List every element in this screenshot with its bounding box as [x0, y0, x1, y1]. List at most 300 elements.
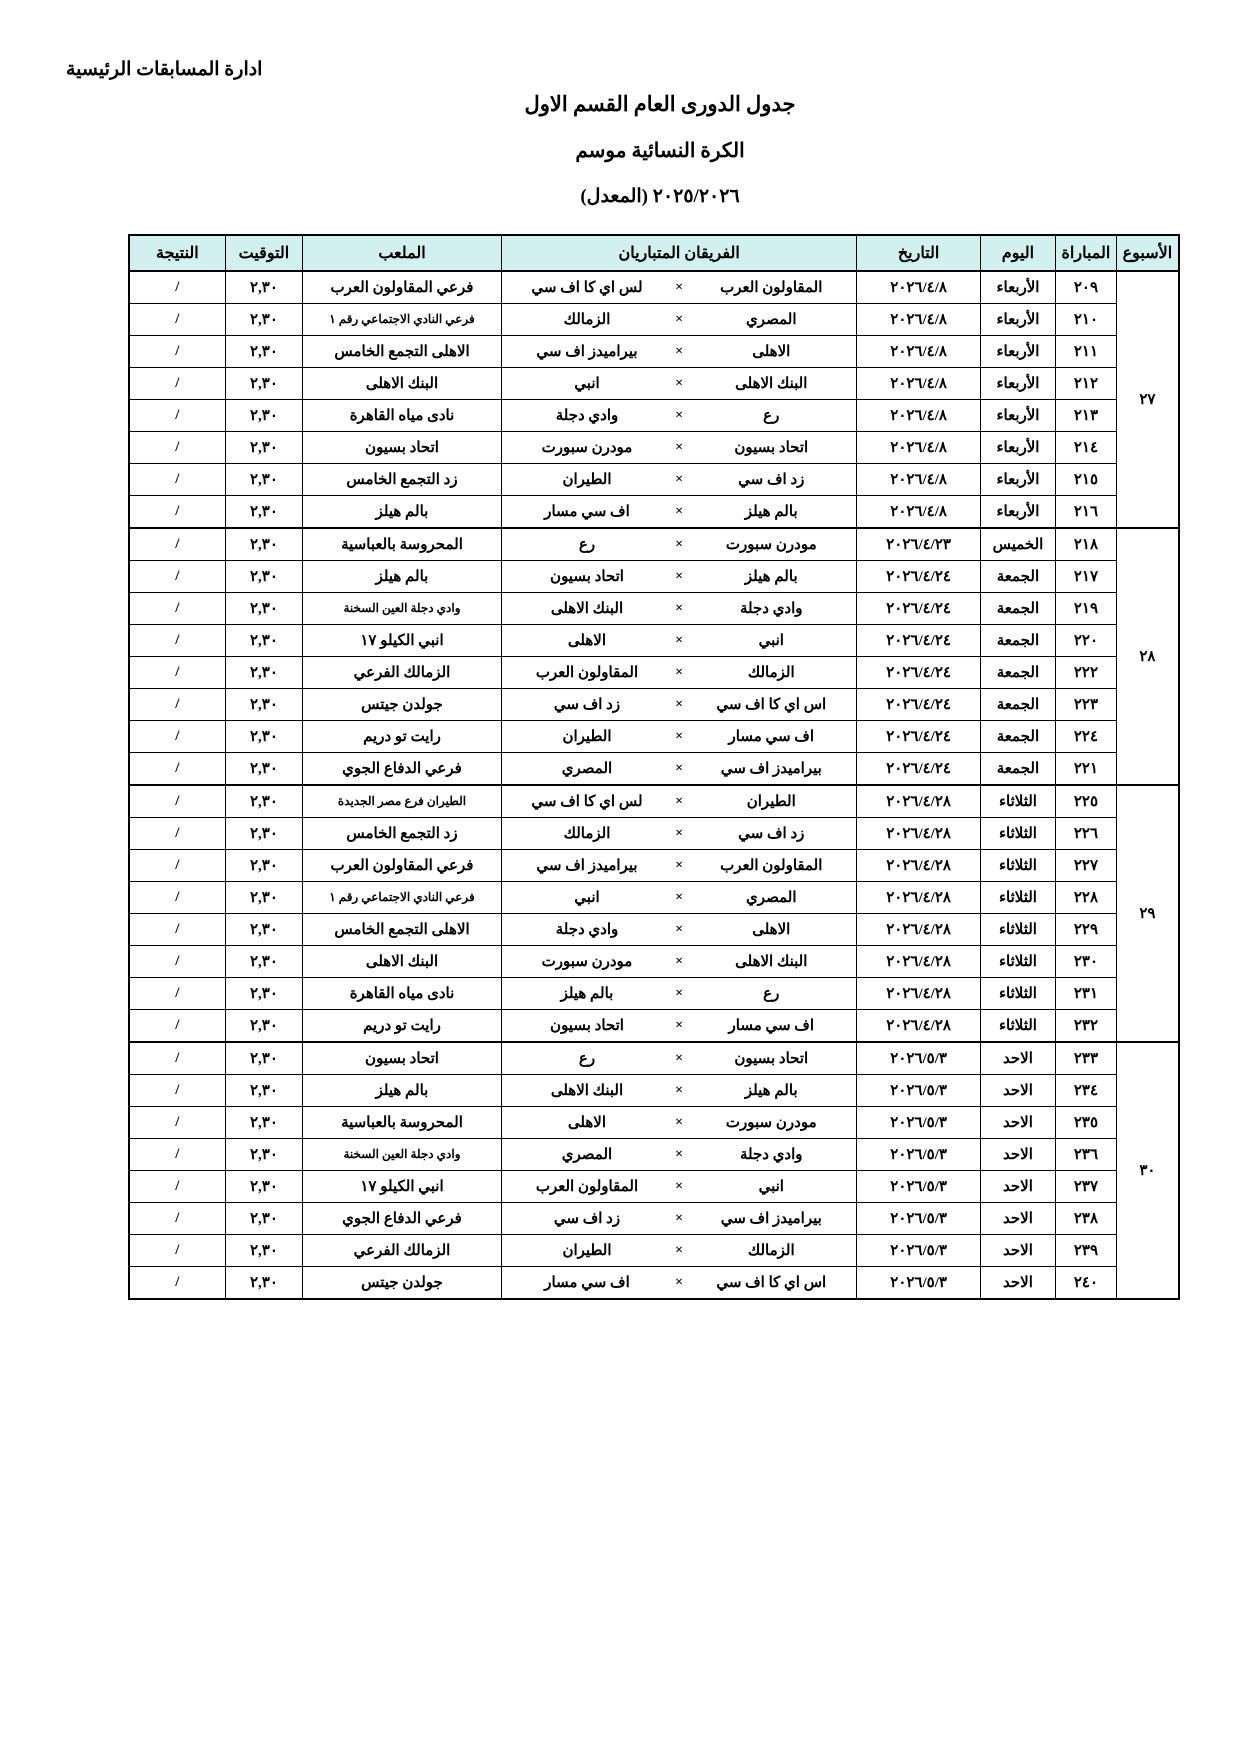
match-day-cell: الثلاثاء	[980, 850, 1055, 882]
away-team-label: بيراميدز اف سي	[536, 344, 638, 361]
stadium-cell: اتحاد بسيون	[303, 1042, 502, 1075]
home-team-label: المصري	[746, 890, 797, 907]
match-time-cell: ٢,٣٠	[225, 753, 302, 786]
column-header-result: النتيجة	[129, 235, 225, 271]
away-team-label: المصري	[561, 1147, 613, 1164]
stadium-cell: البنك الاهلى	[303, 946, 502, 978]
versus-icon: ×	[675, 793, 684, 809]
home-team-label: المقاولون العرب	[720, 280, 823, 297]
match-time-cell: ٢,٣٠	[225, 625, 302, 657]
teams-cell	[501, 625, 857, 657]
match-number-cell: ٢٣٤	[1056, 1075, 1117, 1107]
match-date-cell: ٢٠٢٦/٤/٢٤	[857, 625, 980, 657]
match-result-cell: /	[129, 1235, 225, 1267]
match-date-cell: ٢٠٢٦/٤/٢٨	[857, 1010, 980, 1043]
match-number-cell: ٢٣٨	[1056, 1203, 1117, 1235]
away-team-label: لس اي كا اف سي	[531, 794, 643, 811]
page-season-line: ٢٠٢٥/٢٠٢٦ (المعدل)	[580, 186, 740, 208]
versus-icon: ×	[675, 471, 684, 487]
match-number-cell: ٢١٢	[1056, 368, 1117, 400]
stadium-cell: فرعي النادي الاجتماعي رقم ١	[303, 882, 502, 914]
document-title-block	[60, 93, 1180, 208]
match-time-cell: ٢,٣٠	[225, 1075, 302, 1107]
match-result-cell: /	[129, 978, 225, 1010]
match-date-cell: ٢٠٢٦/٤/٢٨	[857, 882, 980, 914]
match-day-cell: الاحد	[980, 1235, 1055, 1267]
match-date-cell: ٢٠٢٦/٤/٢٨	[857, 914, 980, 946]
table-row	[129, 1042, 1179, 1075]
match-day-cell: الأربعاء	[980, 368, 1055, 400]
table-row	[129, 753, 1179, 786]
match-number-cell: ٢١١	[1056, 336, 1117, 368]
teams-cell	[501, 304, 857, 336]
home-team-label: بالم هيلز	[744, 1083, 798, 1100]
table-row	[129, 785, 1179, 818]
teams-cell	[501, 528, 857, 561]
match-number-cell: ٢٣٠	[1056, 946, 1117, 978]
match-result-cell: /	[129, 785, 225, 818]
away-team-label: بيراميدز اف سي	[536, 858, 638, 875]
away-team-label: المقاولون العرب	[535, 1179, 639, 1196]
table-row	[129, 1267, 1179, 1300]
table-row	[129, 561, 1179, 593]
match-date-cell: ٢٠٢٦/٤/٢٤	[857, 593, 980, 625]
teams-cell	[501, 978, 857, 1010]
teams-cell	[501, 1010, 857, 1043]
match-date-cell: ٢٠٢٦/٤/٢٤	[857, 657, 980, 689]
match-time-cell: ٢,٣٠	[225, 1203, 302, 1235]
teams-cell	[501, 368, 857, 400]
match-result-cell: /	[129, 271, 225, 304]
match-number-cell: ٢٢١	[1056, 753, 1117, 786]
week-number-cell: ٢٨	[1116, 528, 1179, 785]
stadium-cell: الزمالك الفرعي	[303, 1235, 502, 1267]
home-team-label: البنك الاهلى	[735, 376, 808, 393]
match-date-cell: ٢٠٢٦/٥/٣	[857, 1203, 980, 1235]
match-day-cell: الاحد	[980, 1042, 1055, 1075]
away-team-label: الاهلى	[567, 633, 607, 650]
match-number-cell: ٢٢٧	[1056, 850, 1117, 882]
match-day-cell: الأربعاء	[980, 271, 1055, 304]
match-day-cell: الثلاثاء	[980, 785, 1055, 818]
match-time-cell: ٢,٣٠	[225, 368, 302, 400]
stadium-cell: نادى مياه القاهرة	[303, 978, 502, 1010]
column-header-stadium: الملعب	[303, 235, 502, 271]
home-team-label: البنك الاهلى	[735, 954, 808, 971]
away-team-label: وادي دجلة	[555, 408, 619, 425]
versus-icon: ×	[675, 311, 684, 327]
stadium-cell: نادى مياه القاهرة	[303, 400, 502, 432]
teams-cell	[501, 1139, 857, 1171]
versus-icon: ×	[675, 889, 684, 905]
versus-icon: ×	[675, 825, 684, 841]
versus-icon: ×	[675, 1210, 684, 1226]
match-day-cell: الاحد	[980, 1171, 1055, 1203]
stadium-cell: الزمالك الفرعي	[303, 657, 502, 689]
column-header-match: المباراة	[1056, 235, 1117, 271]
match-day-cell: الجمعة	[980, 593, 1055, 625]
match-number-cell: ٢١٣	[1056, 400, 1117, 432]
teams-cell	[501, 914, 857, 946]
home-team-label: رع	[763, 986, 780, 1003]
table-row	[129, 593, 1179, 625]
versus-icon: ×	[675, 728, 684, 744]
match-number-cell: ٢٢٠	[1056, 625, 1117, 657]
home-team-label: وادي دجلة	[739, 1147, 803, 1164]
versus-icon: ×	[675, 1017, 684, 1033]
teams-cell	[501, 593, 857, 625]
match-result-cell: /	[129, 593, 225, 625]
match-result-cell: /	[129, 1203, 225, 1235]
match-number-cell: ٢٢٢	[1056, 657, 1117, 689]
stadium-cell: بالم هيلز	[303, 1075, 502, 1107]
away-team-label: لس اي كا اف سي	[531, 280, 643, 297]
match-result-cell: /	[129, 1107, 225, 1139]
match-day-cell: الثلاثاء	[980, 818, 1055, 850]
match-time-cell: ٢,٣٠	[225, 593, 302, 625]
match-time-cell: ٢,٣٠	[225, 464, 302, 496]
match-date-cell: ٢٠٢٦/٥/٣	[857, 1107, 980, 1139]
match-date-cell: ٢٠٢٦/٤/٢٨	[857, 978, 980, 1010]
match-number-cell: ٢٤٠	[1056, 1267, 1117, 1300]
match-result-cell: /	[129, 625, 225, 657]
match-result-cell: /	[129, 818, 225, 850]
match-result-cell: /	[129, 464, 225, 496]
teams-cell	[501, 657, 857, 689]
match-time-cell: ٢,٣٠	[225, 689, 302, 721]
away-team-label: انبي	[574, 376, 600, 393]
stadium-cell: المحروسة بالعباسية	[303, 1107, 502, 1139]
away-team-label: الزمالك	[563, 312, 611, 329]
stadium-cell: رايت تو دريم	[303, 721, 502, 753]
table-row	[129, 946, 1179, 978]
match-day-cell: الاحد	[980, 1107, 1055, 1139]
away-team-label: زد اف سي	[553, 697, 621, 714]
match-result-cell: /	[129, 496, 225, 529]
match-date-cell: ٢٠٢٦/٥/٣	[857, 1171, 980, 1203]
away-team-label: الطيران	[562, 472, 612, 489]
week-number-cell: ٢٧	[1116, 271, 1179, 528]
teams-cell	[501, 850, 857, 882]
match-number-cell: ٢١٥	[1056, 464, 1117, 496]
match-date-cell: ٢٠٢٦/٤/٢٨	[857, 785, 980, 818]
match-number-cell: ٢١٦	[1056, 496, 1117, 529]
match-day-cell: الأربعاء	[980, 432, 1055, 464]
table-header-row	[129, 235, 1179, 271]
table-row	[129, 721, 1179, 753]
home-team-label: اتحاد بسيون	[734, 440, 809, 457]
match-number-cell: ٢٢٤	[1056, 721, 1117, 753]
versus-icon: ×	[675, 664, 684, 680]
teams-cell	[501, 432, 857, 464]
match-time-cell: ٢,٣٠	[225, 496, 302, 529]
teams-cell	[501, 882, 857, 914]
versus-icon: ×	[675, 503, 684, 519]
teams-cell	[501, 1042, 857, 1075]
home-team-label: مودرن سبورت	[725, 1115, 817, 1132]
match-time-cell: ٢,٣٠	[225, 1171, 302, 1203]
match-day-cell: الجمعة	[980, 721, 1055, 753]
home-team-label: اس اي كا اف سي	[716, 1275, 827, 1292]
table-row	[129, 1139, 1179, 1171]
match-time-cell: ٢,٣٠	[225, 1107, 302, 1139]
versus-icon: ×	[675, 375, 684, 391]
match-result-cell: /	[129, 1010, 225, 1043]
match-date-cell: ٢٠٢٦/٤/٨	[857, 271, 980, 304]
match-day-cell: الاحد	[980, 1203, 1055, 1235]
match-result-cell: /	[129, 914, 225, 946]
match-result-cell: /	[129, 336, 225, 368]
match-time-cell: ٢,٣٠	[225, 1042, 302, 1075]
match-result-cell: /	[129, 753, 225, 786]
table-row	[129, 689, 1179, 721]
match-day-cell: الثلاثاء	[980, 882, 1055, 914]
match-day-cell: الجمعة	[980, 561, 1055, 593]
teams-cell	[501, 1203, 857, 1235]
table-row	[129, 850, 1179, 882]
table-row	[129, 882, 1179, 914]
teams-cell	[501, 336, 857, 368]
stadium-cell: الطيران فرع مصر الجديدة	[303, 785, 502, 818]
away-team-label: الاهلى	[567, 1115, 607, 1132]
versus-icon: ×	[675, 600, 684, 616]
versus-icon: ×	[675, 407, 684, 423]
match-day-cell: الثلاثاء	[980, 914, 1055, 946]
match-date-cell: ٢٠٢٦/٤/٨	[857, 336, 980, 368]
versus-icon: ×	[675, 1178, 684, 1194]
match-time-cell: ٢,٣٠	[225, 1139, 302, 1171]
home-team-label: اتحاد بسيون	[734, 1051, 809, 1068]
match-result-cell: /	[129, 561, 225, 593]
match-date-cell: ٢٠٢٦/٤/٢٤	[857, 561, 980, 593]
away-team-label: وادي دجلة	[555, 922, 619, 939]
teams-cell	[501, 1235, 857, 1267]
teams-cell	[501, 753, 857, 786]
versus-icon: ×	[675, 343, 684, 359]
stadium-cell: فرعي النادي الاجتماعي رقم ١	[303, 304, 502, 336]
versus-icon: ×	[675, 439, 684, 455]
match-result-cell: /	[129, 850, 225, 882]
match-time-cell: ٢,٣٠	[225, 914, 302, 946]
match-date-cell: ٢٠٢٦/٤/٨	[857, 432, 980, 464]
table-row	[129, 1235, 1179, 1267]
versus-icon: ×	[675, 696, 684, 712]
teams-cell	[501, 400, 857, 432]
table-row	[129, 1171, 1179, 1203]
match-time-cell: ٢,٣٠	[225, 1010, 302, 1043]
match-number-cell: ٢١٨	[1056, 528, 1117, 561]
match-day-cell: الجمعة	[980, 625, 1055, 657]
away-team-label: المصري	[561, 761, 613, 778]
match-time-cell: ٢,٣٠	[225, 561, 302, 593]
stadium-cell: فرعي الدفاع الجوي	[303, 1203, 502, 1235]
table-row	[129, 818, 1179, 850]
match-date-cell: ٢٠٢٦/٤/٢٨	[857, 818, 980, 850]
home-team-label: وادي دجلة	[739, 601, 803, 618]
schedule-table	[128, 234, 1180, 1300]
match-time-cell: ٢,٣٠	[225, 432, 302, 464]
away-team-label: اتحاد بسيون	[550, 569, 624, 586]
teams-cell	[501, 689, 857, 721]
home-team-label: الزمالك	[747, 1243, 795, 1260]
versus-icon: ×	[675, 1242, 684, 1258]
away-team-label: مودرن سبورت	[541, 954, 633, 971]
match-result-cell: /	[129, 882, 225, 914]
table-row	[129, 271, 1179, 304]
versus-icon: ×	[675, 1114, 684, 1130]
match-date-cell: ٢٠٢٦/٥/٣	[857, 1235, 980, 1267]
table-row	[129, 336, 1179, 368]
teams-cell	[501, 818, 857, 850]
match-result-cell: /	[129, 689, 225, 721]
home-team-label: بيراميدز اف سي	[720, 1211, 822, 1228]
match-number-cell: ٢٣٣	[1056, 1042, 1117, 1075]
match-date-cell: ٢٠٢٦/٤/٨	[857, 400, 980, 432]
teams-cell	[501, 271, 857, 304]
away-team-label: البنك الاهلى	[550, 1083, 624, 1100]
match-time-cell: ٢,٣٠	[225, 785, 302, 818]
table-row	[129, 304, 1179, 336]
stadium-cell: بالم هيلز	[303, 496, 502, 529]
home-team-label: انبي	[758, 1179, 784, 1196]
table-row	[129, 1203, 1179, 1235]
match-number-cell: ٢٣٦	[1056, 1139, 1117, 1171]
match-day-cell: الأربعاء	[980, 304, 1055, 336]
teams-cell	[501, 946, 857, 978]
match-date-cell: ٢٠٢٦/٤/٢٨	[857, 850, 980, 882]
match-day-cell: الثلاثاء	[980, 978, 1055, 1010]
match-result-cell: /	[129, 400, 225, 432]
match-result-cell: /	[129, 946, 225, 978]
stadium-cell: جولدن جيتس	[303, 1267, 502, 1300]
match-number-cell: ٢٣٥	[1056, 1107, 1117, 1139]
match-date-cell: ٢٠٢٦/٥/٣	[857, 1267, 980, 1300]
match-time-cell: ٢,٣٠	[225, 946, 302, 978]
away-team-label: بالم هيلز	[560, 986, 614, 1003]
match-time-cell: ٢,٣٠	[225, 400, 302, 432]
home-team-label: اس اي كا اف سي	[716, 697, 827, 714]
match-number-cell: ٢٣١	[1056, 978, 1117, 1010]
match-result-cell: /	[129, 432, 225, 464]
versus-icon: ×	[675, 1146, 684, 1162]
stadium-cell: الاهلى التجمع الخامس	[303, 914, 502, 946]
home-team-label: زد اف سي	[738, 472, 805, 489]
teams-cell	[501, 1075, 857, 1107]
versus-icon: ×	[675, 1050, 684, 1066]
versus-icon: ×	[675, 568, 684, 584]
week-number-cell: ٢٩	[1116, 785, 1179, 1042]
home-team-label: رع	[763, 408, 780, 425]
match-date-cell: ٢٠٢٦/٤/٨	[857, 368, 980, 400]
stadium-cell: فرعي المقاولون العرب	[303, 271, 502, 304]
match-day-cell: الاحد	[980, 1139, 1055, 1171]
page-subtitle: الكرة النسائية موسم	[575, 140, 745, 163]
away-team-label: الزمالك	[563, 826, 611, 843]
teams-cell	[501, 1171, 857, 1203]
match-day-cell: الثلاثاء	[980, 1010, 1055, 1043]
home-team-label: بالم هيلز	[744, 504, 798, 521]
table-row	[129, 978, 1179, 1010]
away-team-label: رع	[578, 537, 596, 554]
teams-cell	[501, 496, 857, 529]
stadium-cell: فرعي الدفاع الجوي	[303, 753, 502, 786]
match-date-cell: ٢٠٢٦/٥/٣	[857, 1139, 980, 1171]
match-result-cell: /	[129, 721, 225, 753]
away-team-label: انبي	[574, 890, 600, 907]
column-header-teams: الفريقان المتباريان	[501, 235, 857, 271]
stadium-cell: وادي دجلة العين السخنة	[303, 593, 502, 625]
match-date-cell: ٢٠٢٦/٤/٨	[857, 496, 980, 529]
match-day-cell: الأربعاء	[980, 496, 1055, 529]
match-date-cell: ٢٠٢٦/٥/٣	[857, 1075, 980, 1107]
stadium-cell: انبي الكيلو ١٧	[303, 1171, 502, 1203]
versus-icon: ×	[675, 632, 684, 648]
table-row	[129, 432, 1179, 464]
match-date-cell: ٢٠٢٦/٤/٨	[857, 304, 980, 336]
stadium-cell: بالم هيلز	[303, 561, 502, 593]
week-number-cell: ٣٠	[1116, 1042, 1179, 1299]
match-time-cell: ٢,٣٠	[225, 271, 302, 304]
match-time-cell: ٢,٣٠	[225, 882, 302, 914]
home-team-label: الاهلى	[752, 922, 791, 939]
stadium-cell: انبي الكيلو ١٧	[303, 625, 502, 657]
match-time-cell: ٢,٣٠	[225, 818, 302, 850]
match-day-cell: الأربعاء	[980, 400, 1055, 432]
table-row	[129, 625, 1179, 657]
match-result-cell: /	[129, 1139, 225, 1171]
away-team-label: البنك الاهلى	[550, 601, 624, 618]
stadium-cell: زد التجمع الخامس	[303, 464, 502, 496]
away-team-label: زد اف سي	[553, 1211, 621, 1228]
versus-icon: ×	[675, 760, 684, 776]
match-day-cell: الخميس	[980, 528, 1055, 561]
home-team-label: الطيران	[746, 794, 796, 811]
match-time-cell: ٢,٣٠	[225, 1267, 302, 1300]
away-team-label: المقاولون العرب	[535, 665, 639, 682]
versus-icon: ×	[675, 953, 684, 969]
home-team-label: اف سي مسار	[728, 1018, 815, 1035]
match-time-cell: ٢,٣٠	[225, 528, 302, 561]
match-time-cell: ٢,٣٠	[225, 336, 302, 368]
away-team-label: اف سي مسار	[544, 504, 630, 521]
home-team-label: المقاولون العرب	[720, 858, 823, 875]
match-number-cell: ٢٣٩	[1056, 1235, 1117, 1267]
column-header-day: اليوم	[980, 235, 1055, 271]
match-number-cell: ٢٢٩	[1056, 914, 1117, 946]
away-team-label: اف سي مسار	[544, 1275, 630, 1292]
match-day-cell: الاحد	[980, 1075, 1055, 1107]
away-team-label: اتحاد بسيون	[550, 1018, 624, 1035]
match-date-cell: ٢٠٢٦/٤/٢٤	[857, 753, 980, 786]
match-time-cell: ٢,٣٠	[225, 978, 302, 1010]
match-result-cell: /	[129, 368, 225, 400]
match-number-cell: ٢١٤	[1056, 432, 1117, 464]
match-number-cell: ٢٣٧	[1056, 1171, 1117, 1203]
table-row	[129, 400, 1179, 432]
match-number-cell: ٢٢٥	[1056, 785, 1117, 818]
table-row	[129, 528, 1179, 561]
teams-cell	[501, 561, 857, 593]
versus-icon: ×	[675, 1274, 684, 1290]
match-number-cell: ٢٢٨	[1056, 882, 1117, 914]
home-team-label: المصري	[746, 312, 797, 329]
match-day-cell: الأربعاء	[980, 336, 1055, 368]
match-result-cell: /	[129, 1042, 225, 1075]
table-row	[129, 1075, 1179, 1107]
match-number-cell: ٢٢٦	[1056, 818, 1117, 850]
teams-cell	[501, 785, 857, 818]
match-result-cell: /	[129, 657, 225, 689]
